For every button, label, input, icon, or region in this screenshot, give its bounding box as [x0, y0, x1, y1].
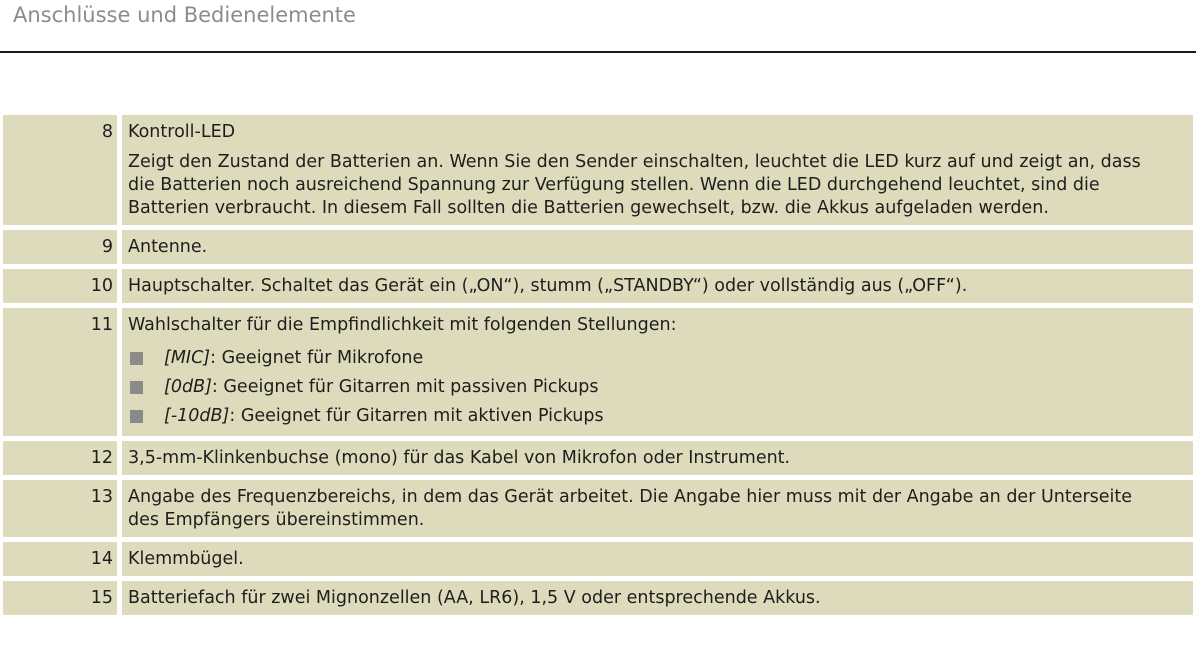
item-text: Hauptschalter. Schaltet das Gerät ein („ON“), stumm („STANDBY“) oder vollständig aus („OFF“). [128, 276, 968, 296]
item-text: Batteriefach für zwei Mignonzellen (AA, LR6), 1,5 V oder entsprechende Akkus. [128, 588, 821, 608]
table-row [3, 308, 1193, 436]
item-description [122, 441, 1193, 475]
item-text [128, 486, 1183, 532]
option-list [128, 344, 1183, 431]
table-row [3, 480, 1193, 537]
table-row [3, 269, 1193, 303]
option-label: [MIC] [164, 348, 211, 368]
item-number: 10 [3, 269, 117, 303]
detail-line: des Empfängers übereinstimmen. [128, 510, 425, 530]
item-title: Kontroll-LED [128, 122, 236, 142]
table-row [3, 115, 1193, 225]
item-description [122, 230, 1193, 264]
list-item [128, 373, 1183, 402]
item-number: 12 [3, 441, 117, 475]
table-row [3, 542, 1193, 576]
item-number: 15 [3, 581, 117, 615]
option-label: [0dB] [164, 377, 212, 397]
item-description [122, 308, 1193, 436]
item-number: 11 [3, 308, 117, 436]
item-text: 3,5-mm-Klinkenbuchse (mono) für das Kabel von Mikrofon oder Instrument. [128, 448, 791, 468]
square-bullet-icon [130, 381, 143, 394]
square-bullet-icon [130, 410, 143, 423]
item-detail [128, 151, 1183, 220]
detail-line: Angabe des Frequenzbereichs, in dem das Gerät arbeitet. Die Angabe hier muss mit der Angabe an der Unterseite [128, 487, 1133, 507]
item-number: 14 [3, 542, 117, 576]
table-row [3, 581, 1193, 615]
item-description [122, 581, 1193, 615]
list-item [128, 344, 1183, 373]
item-number: 9 [3, 230, 117, 264]
square-bullet-icon [130, 352, 143, 365]
table-row [3, 230, 1193, 264]
detail-line: die Batterien noch ausreichend Spannung zur Verfügung stellen. Wenn die LED durchgehend leuchtet, sind die [128, 175, 1100, 195]
item-number: 8 [3, 115, 117, 225]
section-title: Anschlüsse und Bedienelemente [13, 3, 356, 27]
option-label: [-10dB] [164, 406, 230, 426]
item-text: Antenne. [128, 237, 208, 257]
item-description [122, 480, 1193, 537]
option-text: : Geeignet für Gitarren mit aktiven Pickups [229, 406, 604, 426]
item-description [122, 115, 1193, 225]
item-text: Klemmbügel. [128, 549, 244, 569]
option-text: : Geeignet für Gitarren mit passiven Pickups [211, 377, 599, 397]
controls-table [3, 115, 1193, 620]
list-item [128, 402, 1183, 431]
detail-line: Batterien verbraucht. In diesem Fall sollten die Batterien gewechselt, bzw. die Akkus aufgeladen werden. [128, 198, 1049, 218]
item-text: Wahlschalter für die Empfindlichkeit mit folgenden Stellungen: [128, 315, 677, 335]
table-row [3, 441, 1193, 475]
item-description [122, 269, 1193, 303]
page-header [0, 0, 1196, 53]
option-text: : Geeignet für Mikrofone [210, 348, 424, 368]
item-number: 13 [3, 480, 117, 537]
item-description [122, 542, 1193, 576]
detail-line: Zeigt den Zustand der Batterien an. Wenn Sie den Sender einschalten, leuchtet die LED kurz auf und zeigt an, dass [128, 152, 1141, 172]
